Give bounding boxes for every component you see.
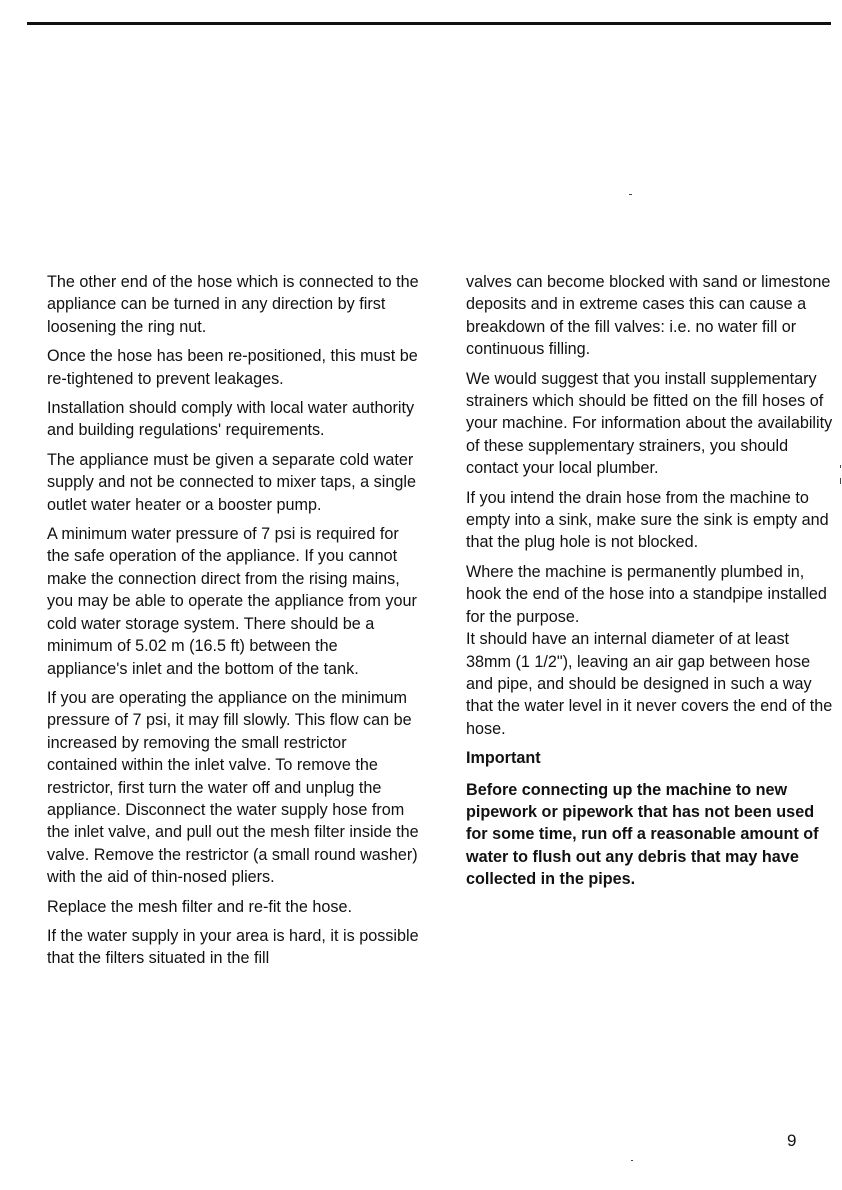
- paragraph-strainers: We would suggest that you install supplementary strainers which should be fitted on the fill hoses of your machine. For information about the availability of these supplementary strainers, you should contact your local plumber.: [466, 369, 833, 478]
- paragraph-standpipe-diameter: It should have an internal diameter of at least 38mm (1 1/2"), leaving an air gap between hose and pipe, and should be designed in such a way that the water level in it never covers the end of the hose.: [466, 630, 833, 738]
- paragraph-drain-sink: If you intend the drain hose from the machine to empty into a sink, make sure the sink is empty and that the plug hole is not blocked.: [466, 488, 829, 552]
- paragraph-replace-filter: Replace the mesh filter and re-fit the hose.: [47, 897, 353, 916]
- paragraph-retighten: Once the hose has been re-positioned, this must be re-tightened to prevent leakages.: [47, 347, 418, 388]
- paragraph-separate-supply: The appliance must be given a separate cold water supply and not be connected to mixer taps, a single outlet water heater or a booster pump.: [47, 450, 416, 514]
- paragraph-minimum-pressure: A minimum water pressure of 7 psi is required for the safe operation of the appliance. If you cannot make the connection direct from the rising mains, you may be able to operate the appliance from your cold water storage system. There should be a minimum of 5.02 m (16.5 ft) between the appliance's inlet and the bottom of the tank.: [47, 525, 417, 678]
- right-column: [466, 271, 834, 898]
- paragraph-hard-water: If the water supply in your area is hard, it is possible that the filters situated in the fill: [47, 926, 419, 968]
- paragraph-standpipe: Where the machine is permanently plumbed in, hook the end of the hose into a standpipe installed for the purpose.: [466, 562, 827, 626]
- important-notice: Before connecting up the machine to new pipework or pipework that has not been used for some time, run off a reasonable amount of water to flush out any debris that may have collected in the pipes.: [466, 780, 819, 889]
- paragraph-restrictor: If you are operating the appliance on the minimum pressure of 7 psi, it may fill slowly. This flow can be increased by removing the small restrictor contained within the inlet valve. To remove the restrictor, first turn the water off and unplug the appliance. Disconnect the water supply hose from the inlet valve, and pull out the mesh filter inside the valve. Remove the restrictor (a small round washer) with the aid of thin-nosed pliers.: [47, 688, 419, 887]
- paragraph-blocked-valves: valves can become blocked with sand or limestone deposits and in extreme cases this can cause a breakdown of the fill valves: i.e. no water fill or continuous filling.: [466, 273, 831, 359]
- paragraph-hose-ring-nut: The other end of the hose which is connected to the appliance can be turned in any direction by first loosening the ring nut.: [47, 273, 419, 336]
- left-column: [47, 271, 419, 977]
- scan-speck: [840, 478, 841, 484]
- paragraph-regulations: Installation should comply with local water authority and building regulations' requirements.: [47, 399, 415, 440]
- top-rule: [27, 22, 831, 25]
- page-number: 9: [787, 1131, 797, 1150]
- scan-speck: [629, 194, 632, 195]
- important-heading: Important: [466, 749, 541, 768]
- scan-speck: [631, 1160, 633, 1161]
- scan-speck: [840, 465, 841, 468]
